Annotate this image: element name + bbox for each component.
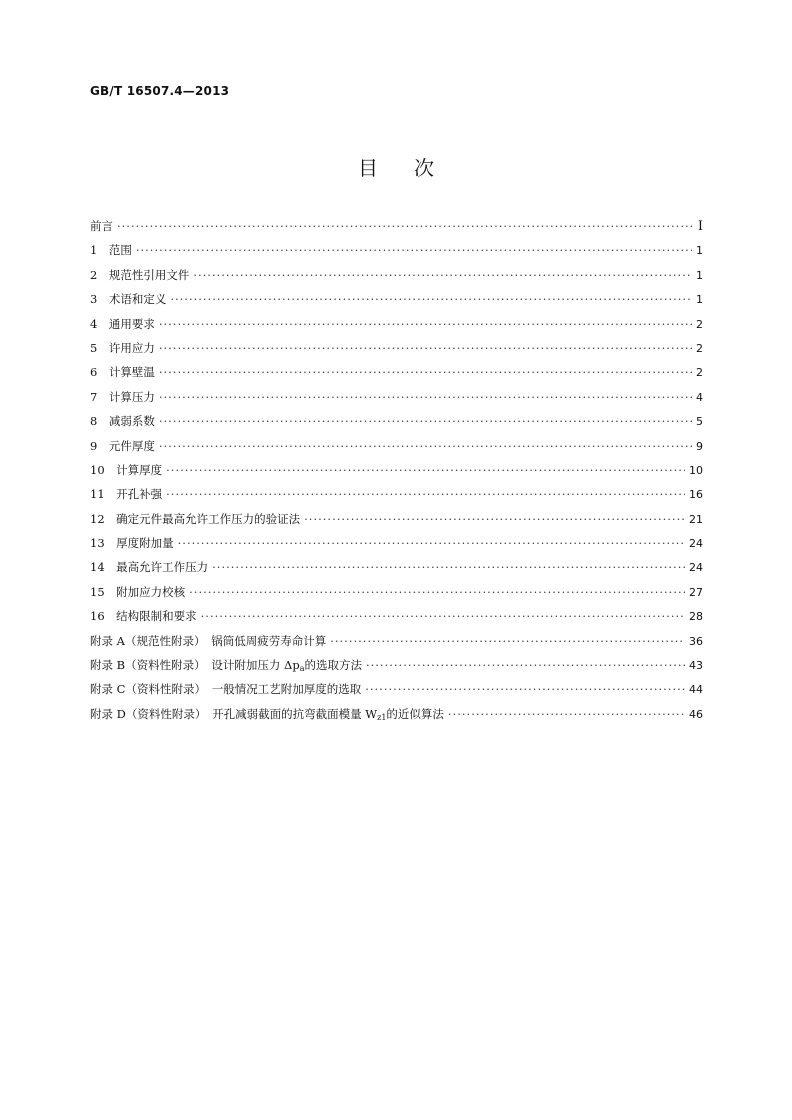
dot-leader	[448, 702, 685, 726]
toc-entry[interactable]	[90, 555, 703, 579]
toc-entry-page-number: 1	[696, 293, 703, 307]
toc-entry-label	[90, 360, 155, 384]
dot-leader	[178, 531, 685, 555]
toc-entry[interactable]	[90, 360, 703, 384]
toc-entry-page-number: I	[697, 219, 703, 234]
toc-entry-label-text: 6 计算壁温	[90, 365, 155, 380]
toc-entry-label-text: 10 计算厚度	[90, 462, 163, 477]
toc-entry-page-number: 24	[689, 561, 703, 575]
toc-entry-page-number: 16	[689, 488, 703, 502]
toc-entry[interactable]	[90, 482, 703, 506]
dot-leader	[365, 677, 685, 701]
dot-leader	[201, 604, 685, 628]
toc-entry[interactable]	[90, 604, 703, 628]
toc-entry-page-number: 2	[696, 341, 703, 355]
toc-entry-label-tail: 的选取方法	[304, 658, 362, 673]
dot-leader	[212, 555, 685, 579]
dot-leader	[166, 482, 685, 506]
toc-entry[interactable]	[90, 214, 703, 238]
toc-entry-label	[90, 458, 162, 482]
toc-entry-label	[90, 385, 155, 409]
toc-entry-page-number: 44	[689, 683, 703, 697]
toc-entry-page-number: 36	[689, 634, 703, 648]
toc-entry[interactable]	[90, 580, 703, 604]
toc-entry-page-number: 46	[689, 707, 703, 721]
dot-leader	[136, 238, 692, 262]
toc-entry-page-number: 2	[696, 317, 703, 331]
toc-entry-label	[90, 214, 113, 238]
dot-leader	[159, 312, 692, 336]
dot-leader	[166, 458, 685, 482]
dot-leader	[304, 507, 685, 531]
toc-entry-page-number: 9	[696, 439, 703, 453]
toc-entry-page-number: 10	[689, 463, 703, 477]
toc-entry-label	[90, 531, 174, 555]
toc-entry-page-number: 28	[689, 610, 703, 624]
toc-entry[interactable]	[90, 238, 703, 262]
toc-entry-label	[90, 482, 162, 506]
toc-entry[interactable]	[90, 458, 703, 482]
toc-entry[interactable]	[90, 312, 703, 336]
toc-entry-page-number: 5	[696, 415, 703, 429]
toc-entry[interactable]	[90, 531, 703, 555]
toc-entry[interactable]	[90, 677, 703, 701]
toc-entry-label	[90, 507, 300, 531]
dot-leader	[366, 653, 685, 677]
toc-entry-page-number: 1	[696, 244, 703, 258]
dot-leader	[189, 580, 685, 604]
toc-entry-page-number: 24	[689, 537, 703, 551]
toc-entry[interactable]	[90, 629, 703, 653]
toc-entry[interactable]	[90, 653, 703, 677]
dot-leader	[159, 336, 692, 360]
dot-leader	[170, 287, 692, 311]
toc-entry-label-text: 2 规范性引用文件	[90, 267, 190, 282]
toc-entry[interactable]	[90, 263, 703, 287]
dot-leader	[117, 214, 694, 238]
toc-entry-label-text: 11 开孔补强	[90, 487, 163, 502]
toc-entry[interactable]	[90, 702, 703, 726]
toc-entry-label-text: 附录 A（规范性附录） 锅筒低周疲劳寿命计算	[90, 633, 327, 648]
toc-title: 目次	[358, 156, 470, 180]
dot-leader	[159, 385, 692, 409]
toc-entry-label-text: 1 范围	[90, 243, 132, 258]
toc-entry-label-text: 附录 C（资料性附录） 一般情况工艺附加厚度的选取	[90, 682, 362, 697]
toc-entry[interactable]	[90, 336, 703, 360]
toc-entry[interactable]	[90, 434, 703, 458]
toc-entry-label-text: 前言	[90, 219, 113, 233]
table-of-contents	[90, 214, 703, 726]
toc-entry-label	[90, 287, 166, 311]
toc-entry-label	[90, 604, 197, 628]
toc-entry-label	[90, 555, 208, 579]
toc-entry-page-number: 21	[689, 512, 703, 526]
toc-entry-label	[90, 629, 326, 653]
toc-entry-label	[90, 677, 361, 701]
toc-entry-label	[90, 702, 444, 730]
toc-entry-label-text: 9 元件厚度	[90, 438, 155, 453]
toc-entry-label-text: 8 减弱系数	[90, 414, 155, 429]
toc-entry-label-text: 附录 D（资料性附录） 开孔减弱截面的抗弯截面模量 W	[90, 706, 378, 721]
toc-entry-label-text: 4 通用要求	[90, 316, 155, 331]
toc-entry-page-number: 1	[696, 268, 703, 282]
toc-entry-label	[90, 238, 132, 262]
toc-entry-label	[90, 580, 185, 604]
dot-leader	[193, 263, 692, 287]
toc-entry[interactable]	[90, 409, 703, 433]
toc-entry-page-number: 2	[696, 366, 703, 380]
toc-entry[interactable]	[90, 287, 703, 311]
toc-entry-label-subscript: z1	[377, 712, 387, 722]
toc-entry-label-text: 13 厚度附加量	[90, 536, 174, 551]
toc-entry-label-text: 15 附加应力校核	[90, 584, 186, 599]
toc-entry-page-number: 43	[689, 659, 703, 673]
toc-entry-page-number: 27	[689, 585, 703, 599]
toc-entry-label	[90, 336, 155, 360]
toc-entry-label	[90, 434, 155, 458]
toc-entry-label-text: 12 确定元件最高允许工作压力的验证法	[90, 511, 301, 526]
toc-entry-label-text: 7 计算压力	[90, 389, 155, 404]
toc-entry[interactable]	[90, 507, 703, 531]
toc-entry-label-text: 14 最高允许工作压力	[90, 560, 209, 575]
standard-code: GB/T 16507.4—2013	[90, 84, 230, 98]
dot-leader	[159, 434, 692, 458]
toc-entry[interactable]	[90, 385, 703, 409]
dot-leader	[159, 409, 692, 433]
toc-entry-label-tail: 的近似算法	[386, 706, 444, 721]
toc-entry-label-subscript: a	[299, 664, 305, 674]
toc-entry-label	[90, 263, 189, 287]
toc-entry-label	[90, 312, 155, 336]
dot-leader	[330, 629, 685, 653]
toc-entry-label-text: 3 术语和定义	[90, 292, 167, 307]
toc-entry-label-text: 5 许用应力	[90, 340, 155, 355]
toc-entry-label-text: 附录 B（资料性附录） 设计附加压力 Δp	[90, 658, 300, 673]
toc-entry-label	[90, 409, 155, 433]
toc-entry-page-number: 4	[696, 390, 703, 404]
dot-leader	[159, 360, 692, 384]
toc-entry-label-text: 16 结构限制和要求	[90, 609, 197, 624]
